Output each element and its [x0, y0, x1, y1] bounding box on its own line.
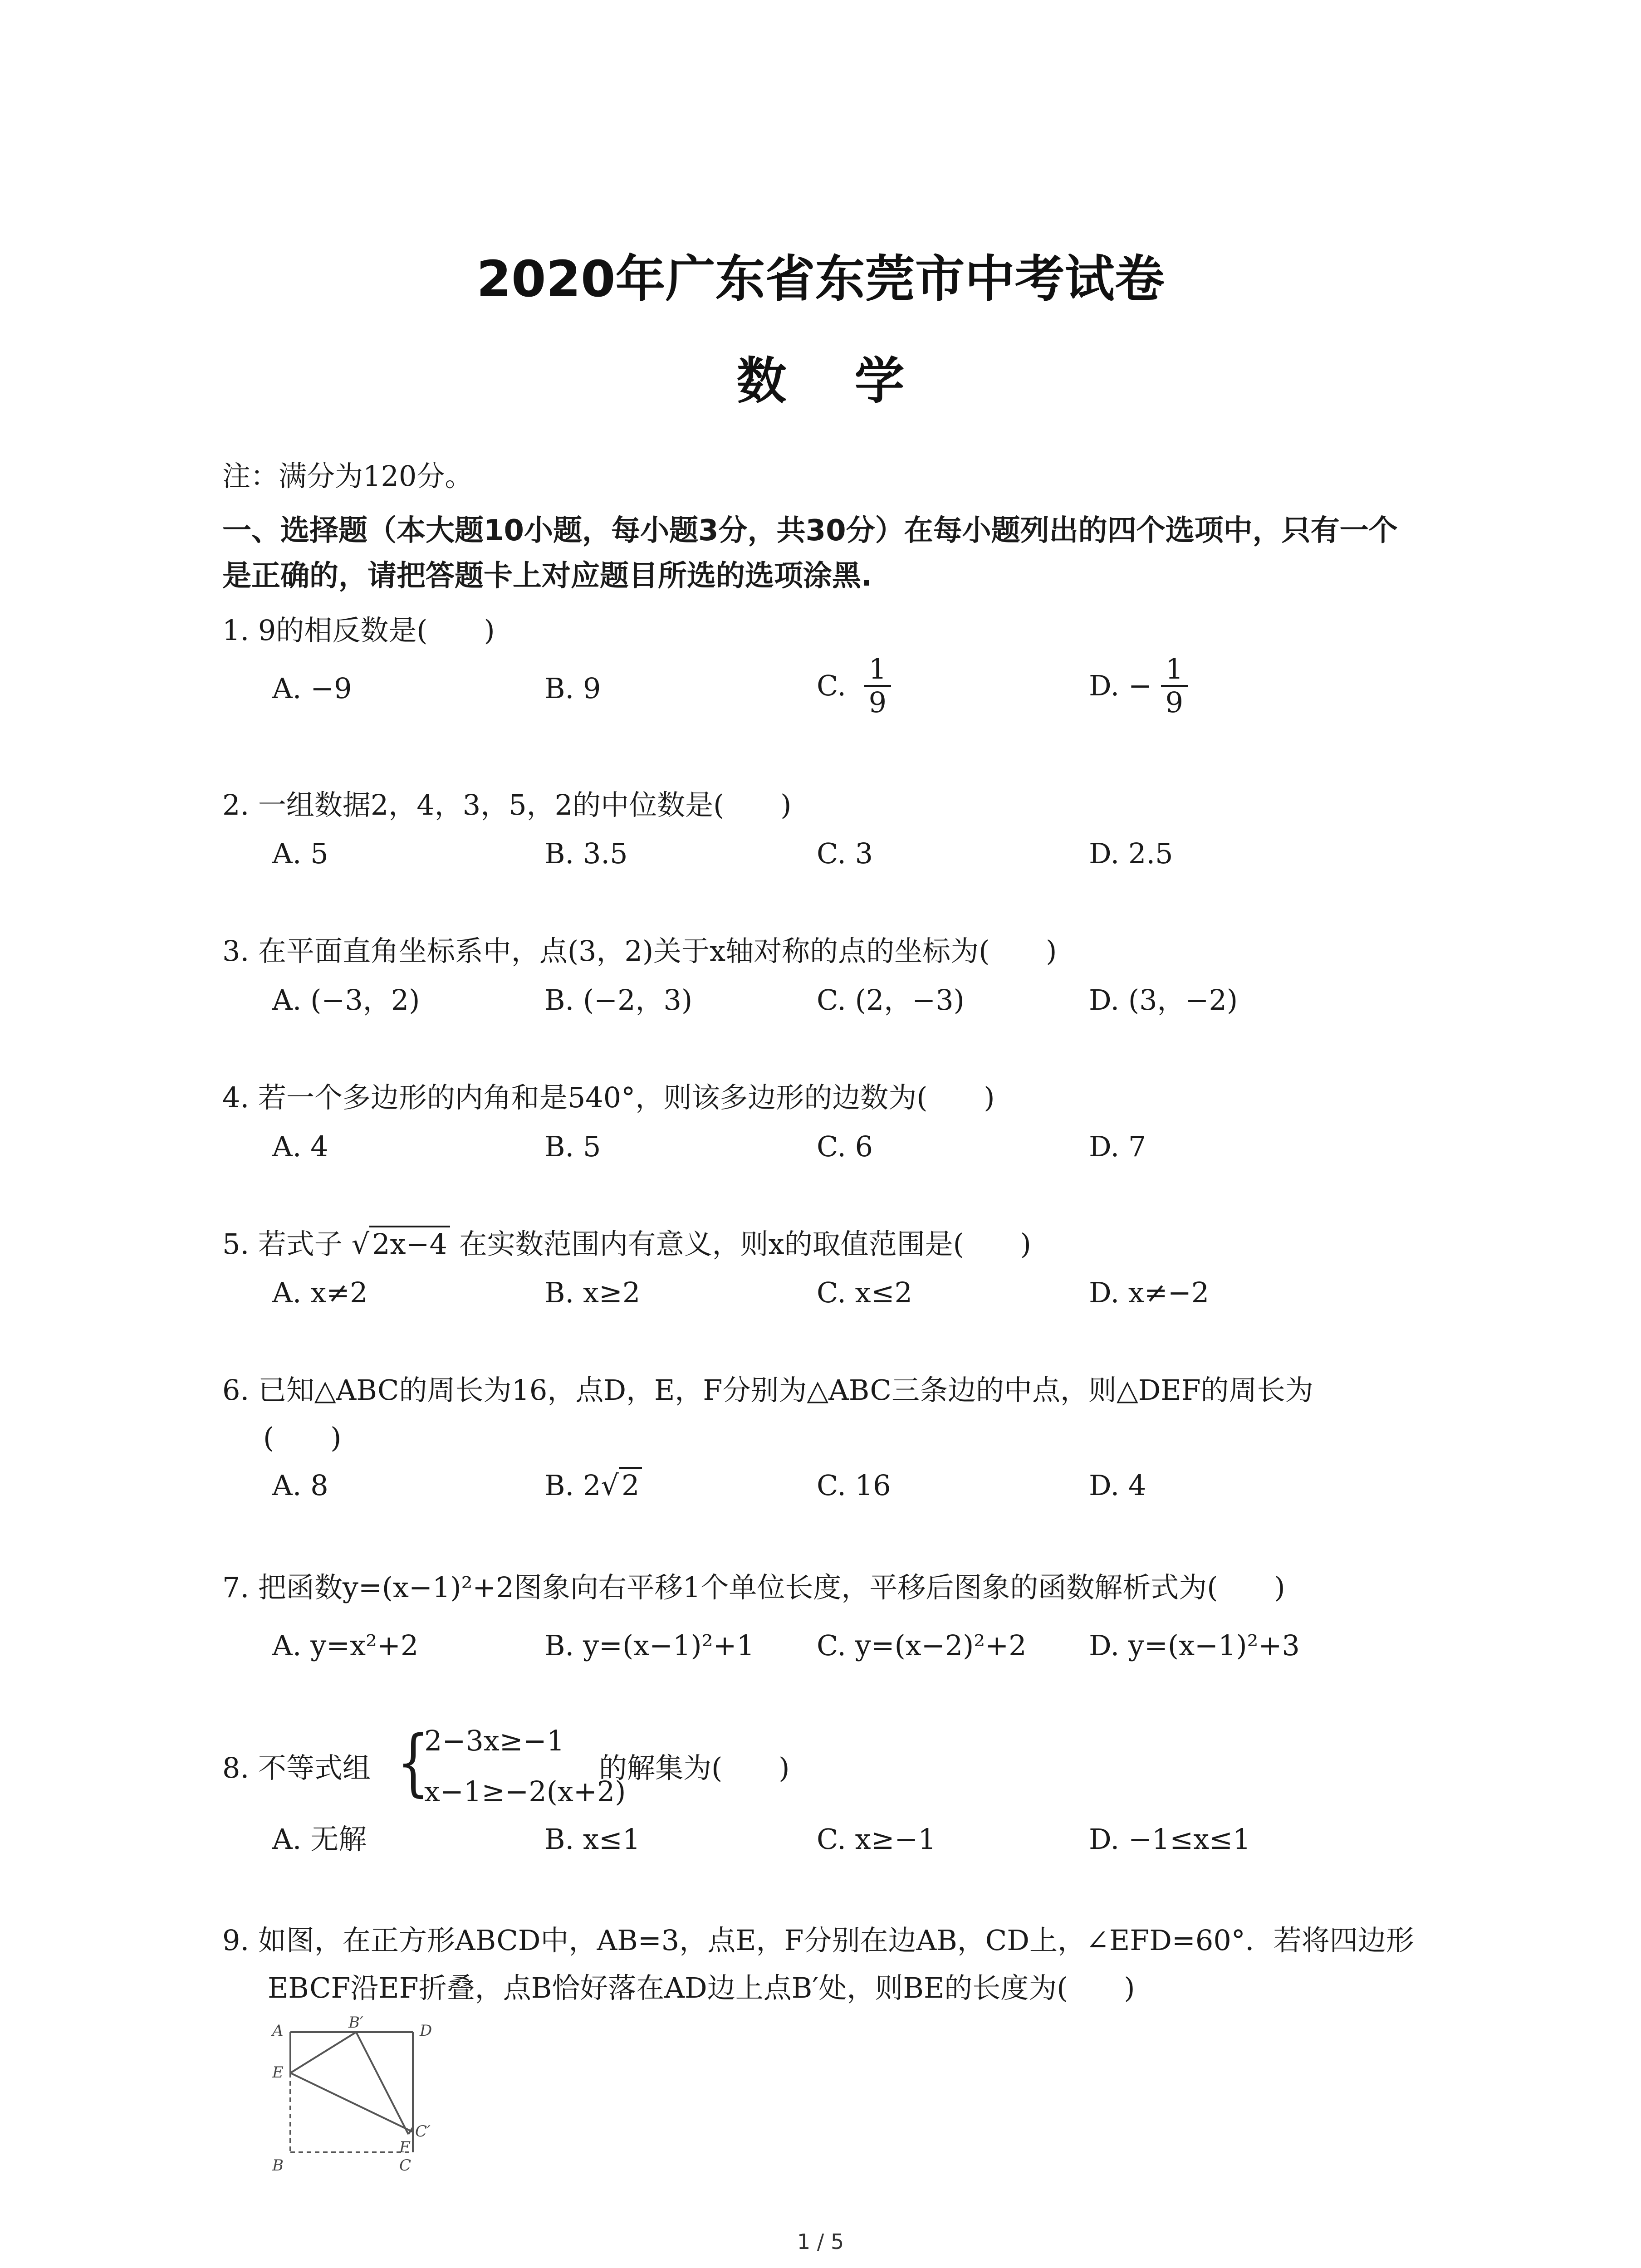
- fraction-denominator: 9: [868, 686, 887, 719]
- question-1-stem: 1. 9的相反数是( ): [222, 614, 495, 647]
- label-c1: C′: [415, 2122, 431, 2141]
- question-4-stem: 4. 若一个多边形的内角和是540°，则该多边形的边数为( ): [222, 1081, 995, 1114]
- inequality-2: x−1≥−2(x+2): [424, 1775, 626, 1808]
- q5-option-b: B. x≥2: [544, 1276, 641, 1309]
- label-b1: B′: [348, 2014, 363, 2032]
- subject-title: 数学: [736, 352, 973, 410]
- q8-option-c: C. x≥−1: [817, 1823, 936, 1856]
- q1-option-c: [817, 653, 891, 719]
- q1-option-d: [1089, 653, 1188, 719]
- fraction-denominator: 9: [1165, 686, 1184, 719]
- q5-option-a: A. x≠2: [272, 1276, 368, 1309]
- fraction-numerator: 1: [864, 653, 891, 687]
- q7-option-c: C. y=(x−2)²+2: [817, 1629, 1027, 1662]
- q1-option-c-label: C.: [817, 669, 846, 702]
- q1-option-b: B. 9: [544, 672, 601, 705]
- question-8-suffix: 的解集为( ): [599, 1751, 790, 1784]
- inequality-1: 2−3x≥−1: [424, 1724, 565, 1757]
- q7-option-d: D. y=(x−1)²+3: [1089, 1629, 1300, 1662]
- q1-option-d-label: D. −: [1089, 669, 1152, 702]
- question-6-stem: 6. 已知△ABC的周长为16，点D，E，F分别为△ABC三条边的中点，则△DEF的周长为: [222, 1374, 1313, 1407]
- label-d: D: [420, 2022, 432, 2040]
- q7-option-a: A. y=x²+2: [272, 1629, 419, 1662]
- fraction-one-ninth: [864, 653, 891, 719]
- score-note: 注：满分为120分。: [222, 459, 473, 493]
- q8-option-a: A. 无解: [272, 1823, 367, 1856]
- q8-option-b: B. x≤1: [544, 1823, 641, 1856]
- label-c: C: [399, 2156, 411, 2175]
- edge-b1c1: [356, 2032, 408, 2134]
- q4-option-b: B. 5: [544, 1130, 601, 1163]
- q5-stem-suffix: 在实数范围内有意义，则x的取值范围是( ): [450, 1227, 1031, 1261]
- edge-ef: [290, 2073, 413, 2132]
- q3-option-b: B. (−2，3): [544, 983, 693, 1017]
- q4-option-c: C. 6: [817, 1130, 873, 1163]
- q1-option-a: A. −9: [272, 672, 352, 705]
- q5-stem-prefix: 5. 若式子 √: [222, 1227, 370, 1261]
- q2-option-a: A. 5: [272, 837, 328, 870]
- question-7-stem: 7. 把函数y=(x−1)²+2图象向右平移1个单位长度，平移后图象的函数解析式为( ): [222, 1571, 1285, 1604]
- question-2-stem: 2. 一组数据2，4，3，5，2的中位数是( ): [222, 788, 792, 821]
- exam-title: 2020年广东省东莞市中考试卷: [476, 250, 1165, 308]
- fold-square-figure: [263, 2014, 458, 2177]
- q5-option-d: D. x≠−2: [1089, 1276, 1210, 1309]
- label-a: A: [272, 2022, 284, 2040]
- section-heading-line1: 一、选择题（本大题10小题，每小题3分，共30分）在每小题列出的四个选项中，只有一个: [222, 514, 1398, 547]
- edge-eb1: [290, 2032, 356, 2073]
- q7-option-b: B. y=(x−1)²+1: [544, 1629, 754, 1662]
- q6-option-a: A. 8: [272, 1469, 328, 1502]
- question-9-stem-cont: EBCF沿EF折叠，点B恰好落在AD边上点B′处，则BE的长度为( ): [268, 1971, 1135, 2004]
- page-number: 1 / 5: [797, 2229, 844, 2254]
- system-brace: {: [397, 1720, 430, 1804]
- q4-option-d: D. 7: [1089, 1130, 1146, 1163]
- q5-option-c: C. x≤2: [817, 1276, 913, 1309]
- q3-option-a: A. (−3，2): [272, 983, 420, 1017]
- question-6-stem-cont: ( ): [263, 1421, 342, 1454]
- radicand: 2: [619, 1467, 642, 1502]
- question-5-stem: [222, 1226, 1031, 1262]
- fraction-numerator: 1: [1161, 653, 1188, 687]
- q6-option-b-label: B. 2√: [544, 1469, 619, 1502]
- question-8-prefix: 8. 不等式组: [222, 1751, 371, 1784]
- label-b: B: [272, 2156, 284, 2175]
- q2-option-d: D. 2.5: [1089, 837, 1173, 870]
- label-f: F: [399, 2138, 410, 2156]
- label-e: E: [272, 2063, 284, 2082]
- question-3-stem: 3. 在平面直角坐标系中，点(3，2)关于x轴对称的点的坐标为( ): [222, 934, 1057, 968]
- q3-option-c: C. (2，−3): [817, 983, 965, 1017]
- q6-option-b: [544, 1467, 642, 1504]
- radicand: 2x−4: [369, 1226, 450, 1261]
- q6-option-c: C. 16: [817, 1469, 891, 1502]
- q2-option-c: C. 3: [817, 837, 873, 870]
- section-heading-line2: 是正确的，请把答题卡上对应题目所选的选项涂黑.: [222, 559, 872, 593]
- q4-option-a: A. 4: [272, 1130, 328, 1163]
- fraction-neg-one-ninth: [1161, 653, 1188, 719]
- question-9-stem: 9. 如图，在正方形ABCD中，AB=3，点E，F分别在边AB，CD上，∠EFD=60°．若将四边形: [222, 1924, 1414, 1957]
- q3-option-d: D. (3，−2): [1089, 983, 1238, 1017]
- q8-option-d: D. −1≤x≤1: [1089, 1823, 1251, 1856]
- q2-option-b: B. 3.5: [544, 837, 628, 870]
- q6-option-d: D. 4: [1089, 1469, 1146, 1502]
